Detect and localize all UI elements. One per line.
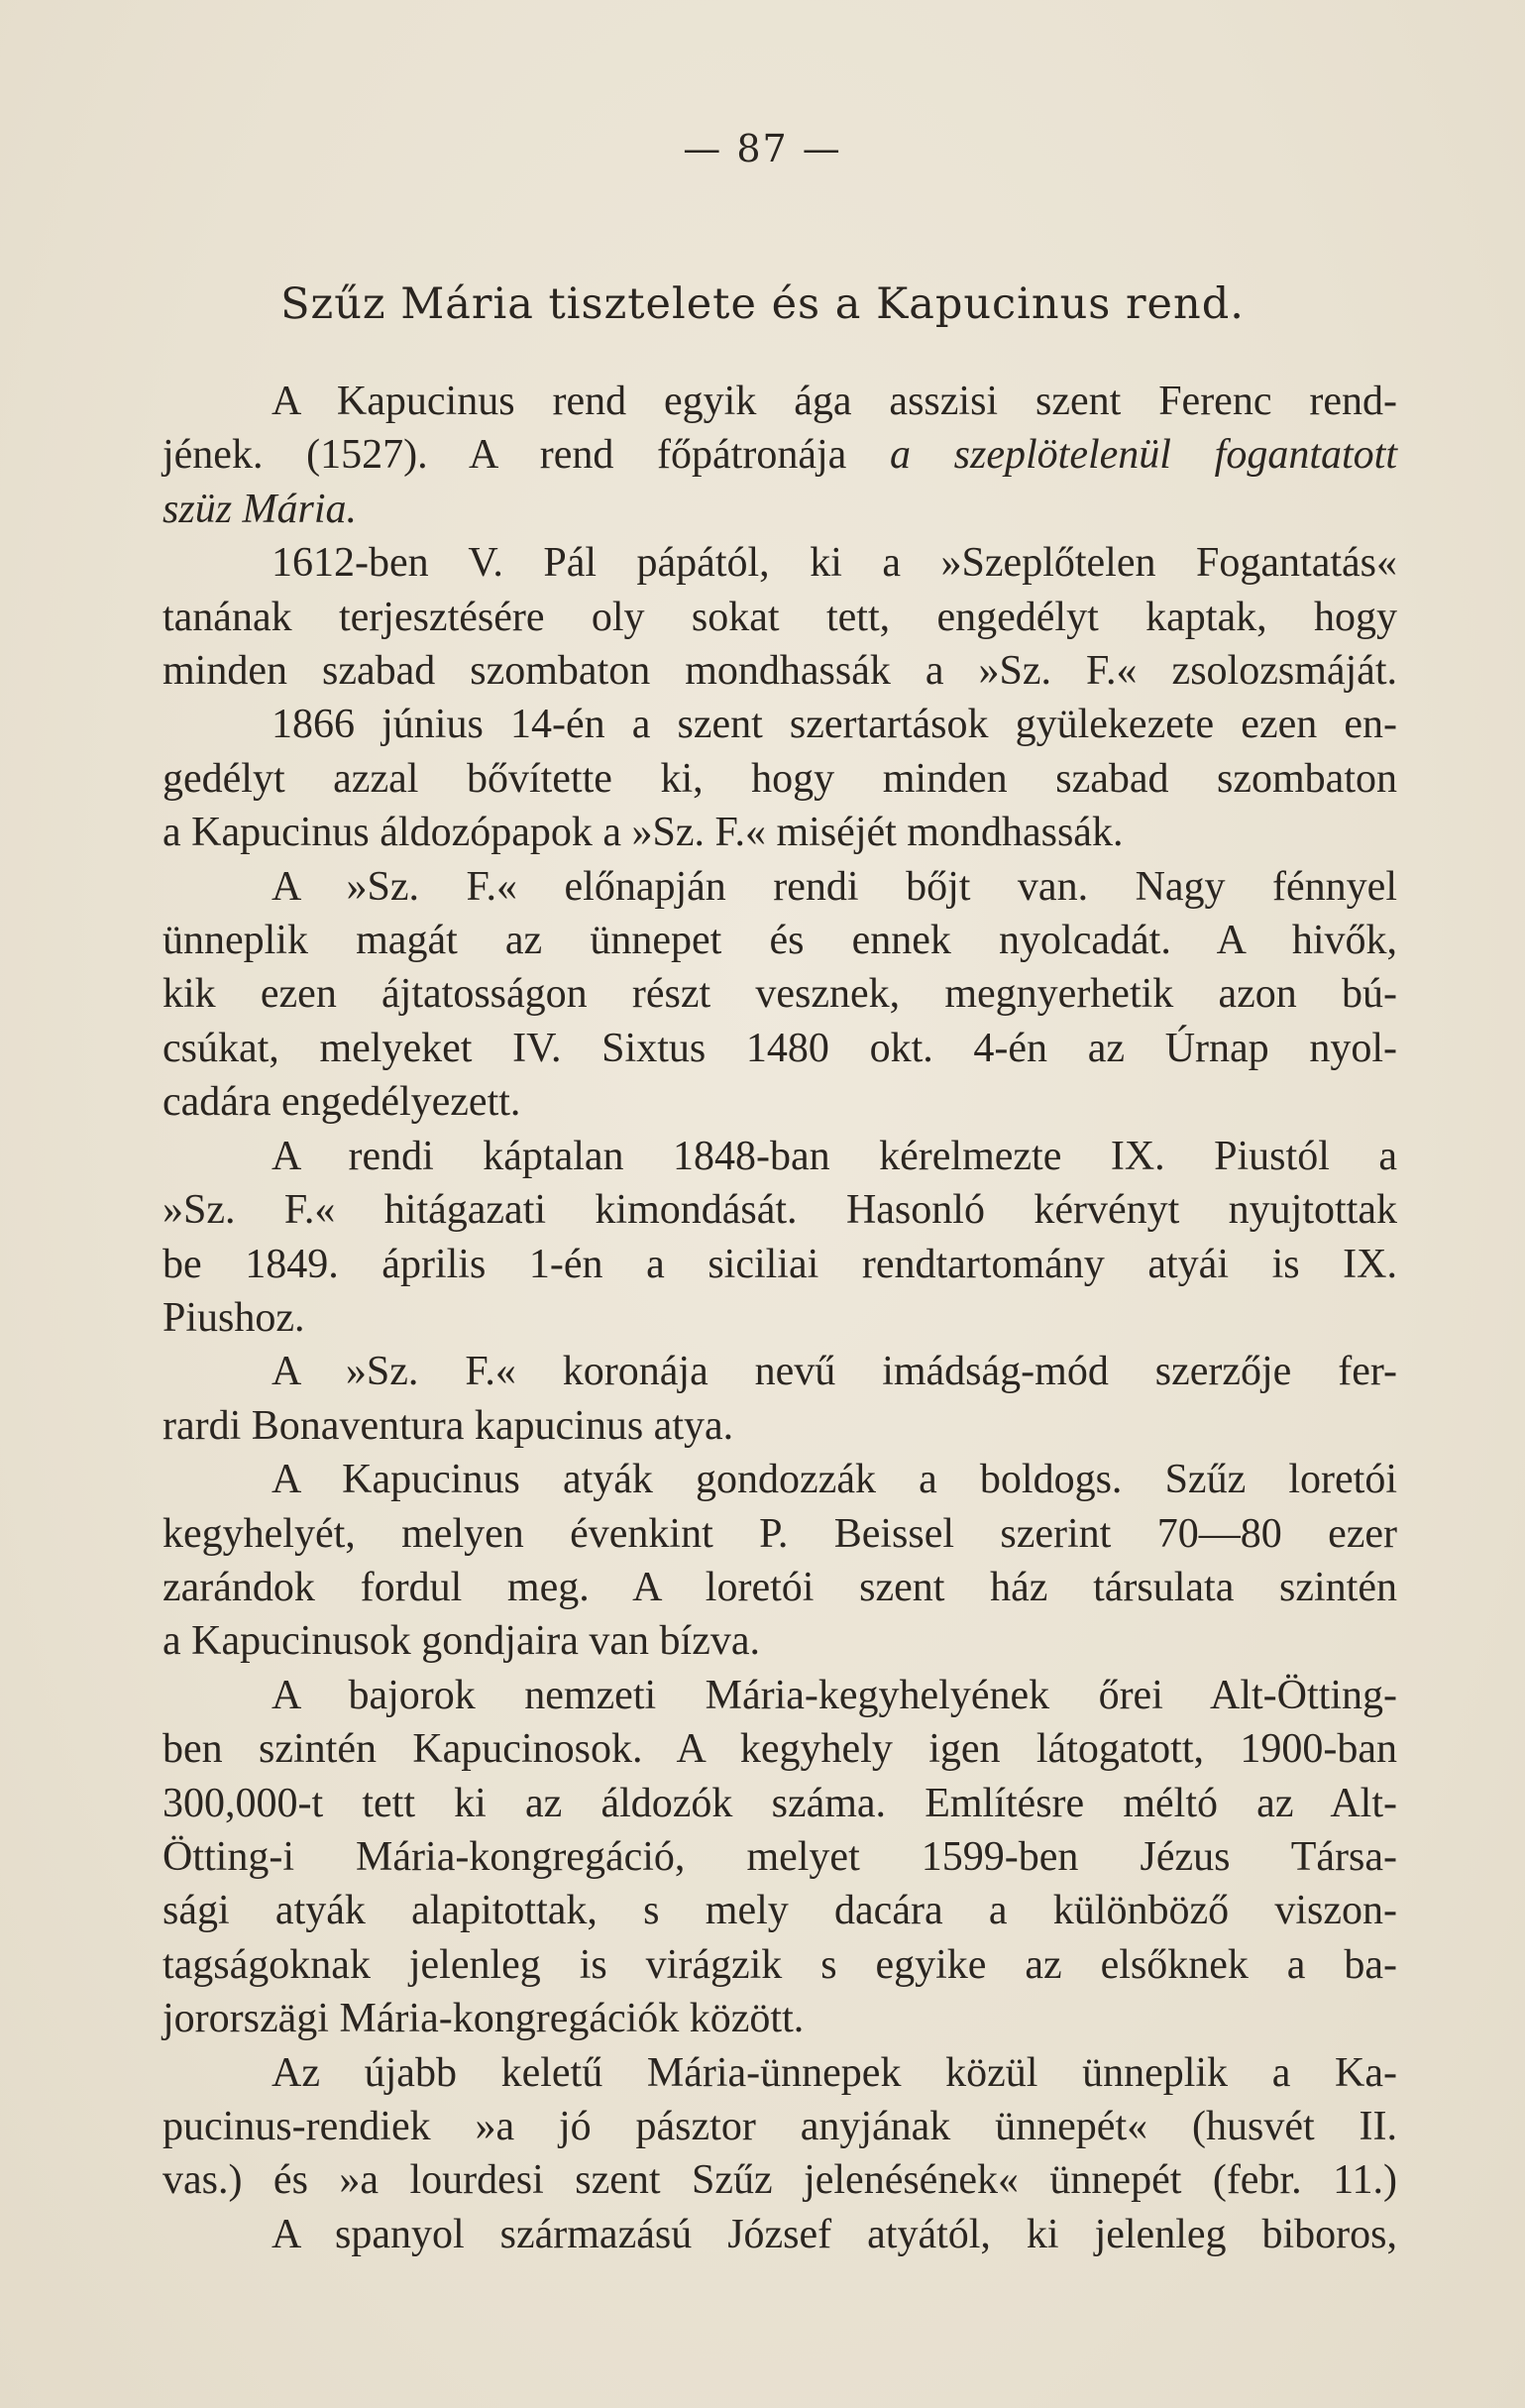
text-line-content: A bajorok nemzeti Mária-kegyhelyének őrei Alt-Ötting- [272, 1672, 1397, 1718]
italic-text: szüz Mária. [163, 486, 358, 532]
text-line-content: sági atyák alapitottak, s mely dacára a különböző viszon- [163, 1888, 1397, 1934]
text-line [163, 1075, 1397, 1129]
text-line-content: Az újabb keletű Mária-ünnepek közül ünneplik a Ka- [272, 2049, 1397, 2096]
text-line-content: A »Sz. F.« koronája nevű imádság-mód szerzője fer- [272, 1349, 1397, 1395]
page-title: Szűz Mária tisztelete és a Kapucinus rend. [280, 279, 1245, 329]
text-line-content: 1866 június 14-én a szent szertartások gyülekezete ezen en- [272, 702, 1397, 748]
text-line [163, 483, 1397, 536]
text-line [163, 1722, 1397, 1776]
text-line-content: Ötting-i Mária-kongregáció, melyet 1599-ben Jézus Társa- [163, 1833, 1397, 1880]
text-line [163, 1399, 1397, 1453]
text-line [163, 967, 1397, 1021]
text-line-content: Piushoz. [163, 1294, 305, 1341]
text-line [163, 428, 1397, 482]
text-line-content: gedélyt azzal bővítette ki, hogy minden szabad szombaton [163, 755, 1397, 802]
text-line-content: pucinus-rendiek »a jó pásztor anyjának ünnepét« (husvét II. [163, 2104, 1397, 2149]
text-line [163, 644, 1397, 698]
text-line-content: ünneplik magát az ünnepet és ennek nyolcadát. A hivők, [163, 918, 1397, 964]
text-line-content: A rendi káptalan 1848-ban kérelmezte IX. Piustól a [272, 1133, 1397, 1179]
text-line-content: kegyhelyét, melyen évenkint P. Beissel szerint 70—80 ezer [163, 1510, 1397, 1557]
text-line [163, 752, 1397, 806]
text-line [163, 1992, 1397, 2045]
text-line-content: A »Sz. F.« előnapján rendi bőjt van. Nagy fénnyel [272, 863, 1397, 910]
text-line [163, 1830, 1397, 1884]
text-line [163, 698, 1397, 751]
text-line [163, 2153, 1397, 2207]
text-line-content: 300,000-t tett ki az áldozók száma. Említésre méltó az Alt- [163, 1780, 1397, 1826]
text-line [163, 591, 1397, 644]
text-line-content: tagságoknak jelenleg is virágzik s egyike az elsőknek a ba- [163, 1941, 1397, 1988]
text-line [163, 1561, 1397, 1614]
text-line [163, 1507, 1397, 1561]
text-line-content: a Kapucinusok gondjaira van bízva. [163, 1618, 760, 1665]
text-line [163, 914, 1397, 967]
text-line [163, 1938, 1397, 1992]
text-line-content: rardi Bonaventura kapucinus atya. [163, 1402, 734, 1449]
text-line-content: A spanyol származású József atyától, ki jelenleg biboros, [272, 2211, 1397, 2257]
text-line-content: jének. (1527). A rend főpátronája [163, 432, 890, 479]
text-line [163, 1614, 1397, 1668]
text-line-content: be 1849. április 1-én a siciliai rendtartomány atyái is IX. [163, 1241, 1397, 1287]
text-line [163, 1291, 1397, 1345]
text-line [163, 1345, 1397, 1398]
text-line-content: vas.) és »a lourdesi szent Szűz jelenésének« ünnepét (febr. 11.) [163, 2157, 1397, 2204]
text-line-content: csúkat, melyeket IV. Sixtus 1480 okt. 4-én az Úrnap nyol- [163, 1025, 1397, 1071]
text-line [163, 1130, 1397, 1183]
text-line-content: a Kapucinus áldozópapok a »Sz. F.« miséjét mondhassák. [163, 810, 1124, 856]
text-line-content: zarándok fordul meg. A loretói szent ház társulata szintén [163, 1564, 1397, 1610]
text-line [163, 1777, 1397, 1830]
text-line [163, 1669, 1397, 1722]
text-line [163, 1453, 1397, 1506]
text-line-content: minden szabad szombaton mondhassák a »Sz. F.« zsolozsmáját. [163, 648, 1397, 695]
text-line [163, 1884, 1397, 1937]
text-line [163, 2046, 1397, 2100]
italic-text: a szeplötelenül fogantatott [889, 432, 1397, 479]
text-line [163, 536, 1397, 590]
text-line [163, 1022, 1397, 1075]
text-line-content: »Sz. F.« hitágazati kimondását. Hasonló kérvényt nyujtottak [163, 1187, 1397, 1234]
text-line [163, 2100, 1397, 2153]
text-line [163, 860, 1397, 914]
text-line [163, 375, 1397, 428]
page-number: — 87 — [683, 127, 842, 170]
text-line-content: 1612-ben V. Pál pápától, ki a »Szeplőtelen Fogantatás« [272, 540, 1397, 587]
text-line-content: ben szintén Kapucinosok. A kegyhely igen látogatott, 1900-ban [163, 1726, 1397, 1773]
text-line [163, 1183, 1397, 1237]
text-line-content: tanának terjesztésére oly sokat tett, engedélyt kaptak, hogy [163, 594, 1397, 640]
text-line [163, 1238, 1397, 1291]
text-line [163, 2208, 1397, 2261]
body-text [163, 375, 1397, 2261]
text-line-content: A Kapucinus rend egyik ága asszisi szent Ferenc rend- [272, 379, 1397, 424]
text-line-content: cadára engedélyezett. [163, 1079, 521, 1126]
text-line-content: A Kapucinus atyák gondozzák a boldogs. Szűz loretói [272, 1457, 1397, 1503]
text-line-content: kik ezen ájtatosságon részt vesznek, megnyerhetik azon bú- [163, 971, 1397, 1018]
text-line-content: jororszägi Mária-kongregációk között. [163, 1996, 805, 2042]
text-line [163, 806, 1397, 859]
